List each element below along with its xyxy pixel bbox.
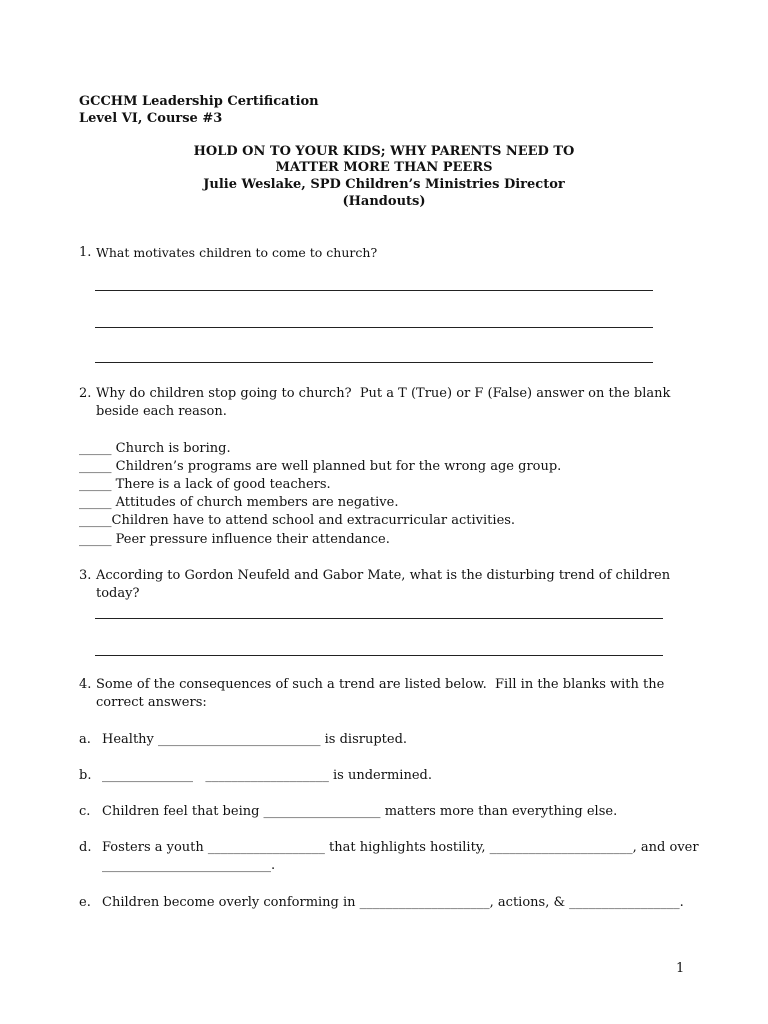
question-3-number: 3. bbox=[79, 568, 92, 583]
answer-line bbox=[95, 655, 663, 656]
true-false-item: _____ Peer pressure influence their attendance. bbox=[79, 532, 390, 547]
question-4-text-cont: correct answers: bbox=[96, 695, 207, 710]
author-line: Julie Weslake, SPD Children’s Ministries Director bbox=[203, 177, 565, 192]
true-false-item: _____ Church is boring. bbox=[79, 441, 231, 456]
true-false-item: _____ There is a lack of good teachers. bbox=[79, 477, 331, 492]
handouts-label: (Handouts) bbox=[342, 194, 426, 209]
question-3-text: According to Gordon Neufeld and Gabor Mate, what is the disturbing trend of children bbox=[96, 568, 671, 583]
document-title-line2: MATTER MORE THAN PEERS bbox=[275, 160, 493, 175]
fill-in-item-d: Fosters a youth __________________ that highlights hostility, ______________________, and over bbox=[102, 840, 699, 855]
question-2-number: 2. bbox=[79, 386, 92, 401]
answer-line bbox=[95, 362, 653, 363]
fill-in-item-c: Children feel that being __________________ matters more than everything else. bbox=[102, 804, 618, 819]
answer-line bbox=[95, 290, 653, 291]
true-false-item: _____Children have to attend school and extracurricular activities. bbox=[79, 513, 516, 528]
fill-in-item-d-cont: __________________________. bbox=[102, 858, 276, 873]
true-false-item: _____ Children’s programs are well planned but for the wrong age group. bbox=[79, 459, 562, 474]
fill-in-item-b: ______________ ___________________ is undermined. bbox=[102, 768, 432, 783]
answer-line bbox=[95, 327, 653, 328]
fill-in-item-a: Healthy _________________________ is disrupted. bbox=[102, 732, 408, 747]
item-letter-e: e. bbox=[79, 895, 91, 910]
answer-line bbox=[95, 618, 663, 619]
item-letter-d: d. bbox=[79, 840, 92, 855]
question-4-number: 4. bbox=[79, 677, 92, 692]
question-1-text: What motivates children to come to church? bbox=[96, 245, 378, 260]
course-level: Level VI, Course #3 bbox=[79, 111, 223, 126]
item-letter-c: c. bbox=[79, 804, 91, 819]
item-letter-b: b. bbox=[79, 768, 92, 783]
item-letter-a: a. bbox=[79, 732, 91, 747]
true-false-item: _____ Attitudes of church members are negative. bbox=[79, 495, 399, 510]
question-1-number: 1. bbox=[79, 245, 92, 260]
fill-in-item-e: Children become overly conforming in ____________________, actions, & _________________. bbox=[102, 895, 684, 910]
document-title-line1: HOLD ON TO YOUR KIDS; WHY PARENTS NEED TO bbox=[193, 144, 575, 159]
question-4-text: Some of the consequences of such a trend are listed below. Fill in the blanks with the bbox=[96, 677, 665, 692]
question-3-text-cont: today? bbox=[96, 586, 140, 601]
question-2-text-cont: beside each reason. bbox=[96, 404, 227, 419]
question-2-text: Why do children stop going to church? Put a T (True) or F (False) answer on the blank bbox=[96, 386, 671, 401]
page-number: 1 bbox=[676, 961, 685, 976]
course-title: GCCHM Leadership Certification bbox=[79, 94, 319, 109]
